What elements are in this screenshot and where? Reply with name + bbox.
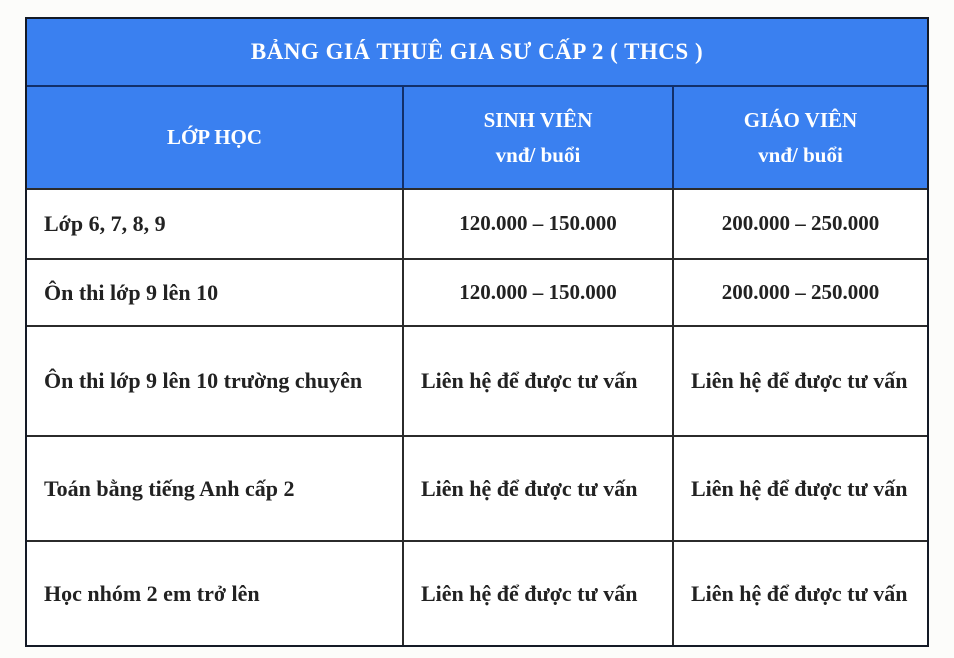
cell-class-name: Ôn thi lớp 9 lên 10 trường chuyên xyxy=(44,368,363,394)
header-cell-giao-vien xyxy=(672,87,927,188)
header-sublabel: vnđ/ buổi xyxy=(495,142,581,167)
header-label: GIÁO VIÊN xyxy=(743,107,858,132)
table-header-row xyxy=(27,85,927,188)
header-label: LỚP HỌC xyxy=(166,125,263,149)
cell-student-price: Liên hệ để được tư vấn xyxy=(402,327,672,435)
header-label: SINH VIÊN xyxy=(483,107,593,132)
cell-class-name: Học nhóm 2 em trở lên xyxy=(44,580,260,606)
table-row xyxy=(27,258,927,325)
cell-student-price: 120.000 – 150.000 xyxy=(402,260,672,325)
cell-class-name: Ôn thi lớp 9 lên 10 xyxy=(44,279,219,305)
cell-teacher-price: 200.000 – 250.000 xyxy=(672,190,927,258)
table-title: BẢNG GIÁ THUÊ GIA SƯ CẤP 2 ( THCS ) xyxy=(250,39,704,64)
table-row xyxy=(27,325,927,435)
cell-class-name: Toán bằng tiếng Anh cấp 2 xyxy=(44,475,295,501)
table-row xyxy=(27,188,927,258)
cell-teacher-price: Liên hệ để được tư vấn xyxy=(672,542,927,645)
cell-class-name: Lớp 6, 7, 8, 9 xyxy=(44,211,166,237)
header-cell-sinh-vien xyxy=(402,87,672,188)
table-row xyxy=(27,435,927,540)
header-sublabel: vnđ/ buổi xyxy=(758,142,843,167)
tutor-price-table xyxy=(25,17,929,647)
cell-student-price: Liên hệ để được tư vấn xyxy=(402,437,672,540)
table-row xyxy=(27,540,927,645)
cell-student-price: 120.000 – 150.000 xyxy=(402,190,672,258)
cell-teacher-price: Liên hệ để được tư vấn xyxy=(672,327,927,435)
table-title-band xyxy=(27,19,927,85)
header-cell-lop-hoc xyxy=(27,87,402,188)
cell-teacher-price: 200.000 – 250.000 xyxy=(672,260,927,325)
cell-teacher-price: Liên hệ để được tư vấn xyxy=(672,437,927,540)
cell-student-price: Liên hệ để được tư vấn xyxy=(402,542,672,645)
